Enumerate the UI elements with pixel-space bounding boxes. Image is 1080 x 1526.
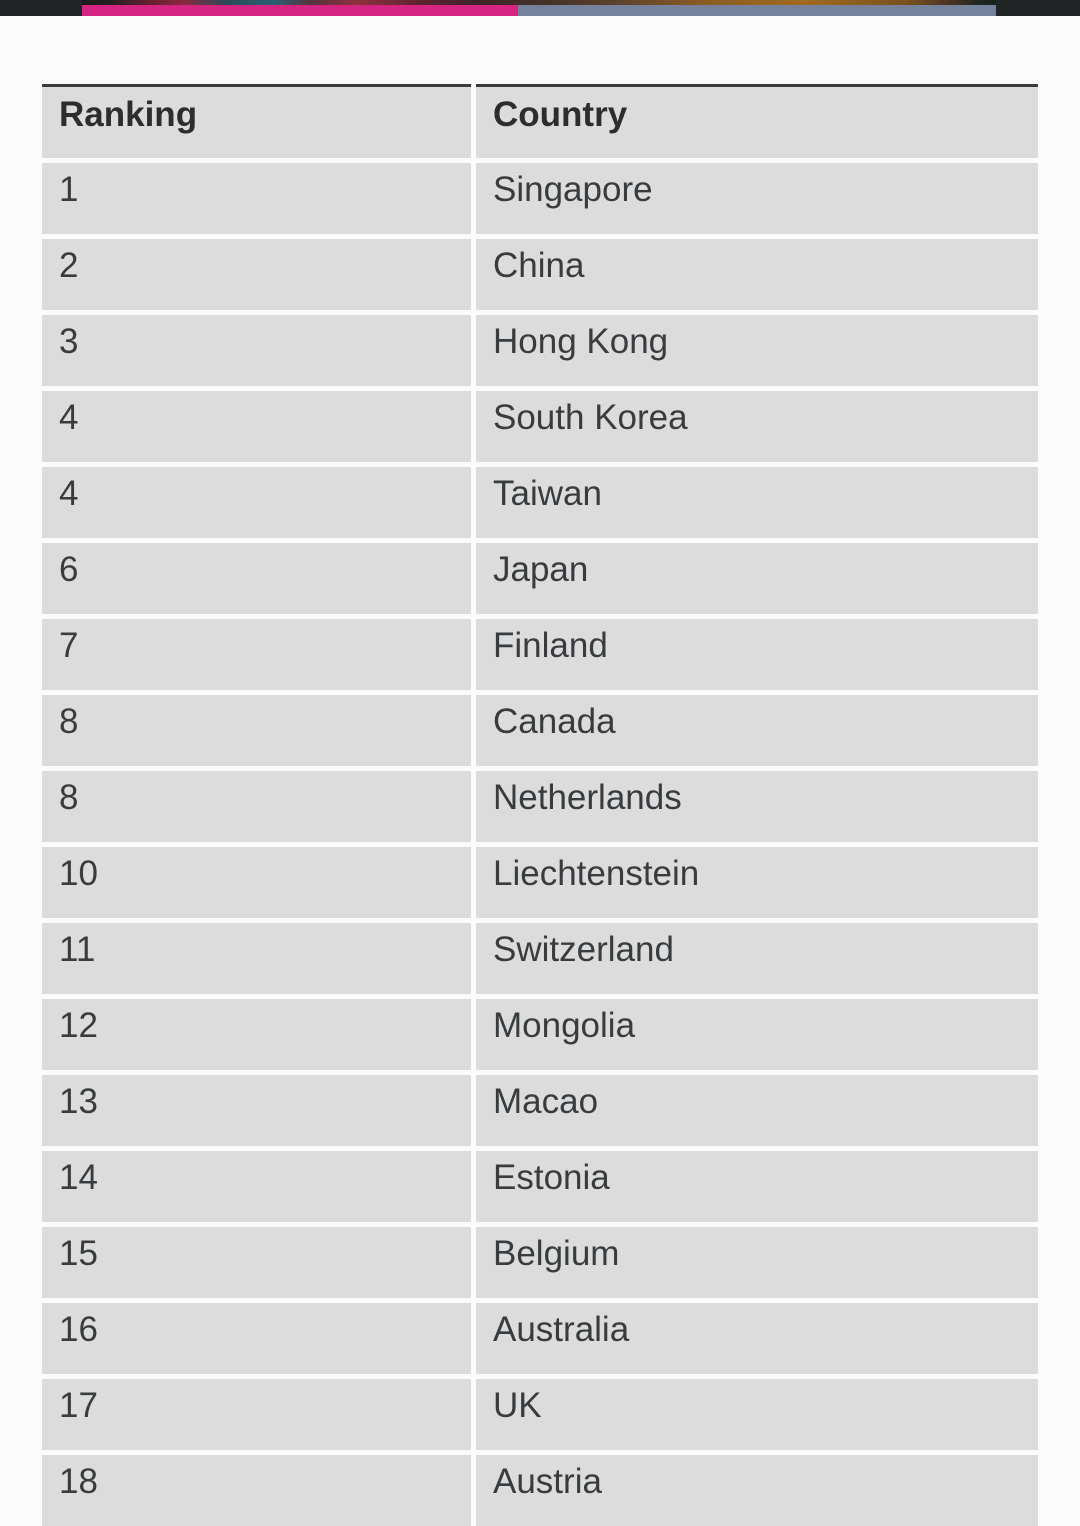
country-cell: Australia — [476, 1303, 1038, 1374]
ranking-table — [42, 84, 1038, 1526]
rank-cell: 17 — [42, 1379, 471, 1450]
country-cell: Singapore — [476, 163, 1038, 234]
country-cell: China — [476, 239, 1038, 310]
progress-remaining — [518, 5, 996, 16]
rank-cell: 8 — [42, 695, 471, 766]
rank-cell: 10 — [42, 847, 471, 918]
country-cell: Mongolia — [476, 999, 1038, 1070]
column-header-ranking: Ranking — [42, 84, 471, 158]
rank-cell: 7 — [42, 619, 471, 690]
rank-cell: 13 — [42, 1075, 471, 1146]
country-cell: Macao — [476, 1075, 1038, 1146]
country-cell: Austria — [476, 1455, 1038, 1526]
rank-cell: 11 — [42, 923, 471, 994]
country-cell: Belgium — [476, 1227, 1038, 1298]
rank-cell: 12 — [42, 999, 471, 1070]
country-cell: Netherlands — [476, 771, 1038, 842]
rank-cell: 3 — [42, 315, 471, 386]
column-header-country: Country — [476, 84, 1038, 158]
top-bar — [0, 0, 1080, 16]
country-cell: Canada — [476, 695, 1038, 766]
rank-cell: 18 — [42, 1455, 471, 1526]
country-cell: Liechtenstein — [476, 847, 1038, 918]
rank-cell: 4 — [42, 467, 471, 538]
progress-track[interactable] — [82, 5, 996, 16]
country-cell: Switzerland — [476, 923, 1038, 994]
rank-cell: 4 — [42, 391, 471, 462]
country-cell: Hong Kong — [476, 315, 1038, 386]
rank-cell: 14 — [42, 1151, 471, 1222]
rank-cell: 1 — [42, 163, 471, 234]
country-cell: Estonia — [476, 1151, 1038, 1222]
progress-fill — [82, 5, 518, 16]
rank-cell: 8 — [42, 771, 471, 842]
rank-cell: 16 — [42, 1303, 471, 1374]
content-area — [42, 84, 1038, 1526]
rank-cell: 2 — [42, 239, 471, 310]
country-cell: Finland — [476, 619, 1038, 690]
media-track — [82, 0, 996, 16]
country-cell: Taiwan — [476, 467, 1038, 538]
country-cell: Japan — [476, 543, 1038, 614]
rank-cell: 15 — [42, 1227, 471, 1298]
country-cell: UK — [476, 1379, 1038, 1450]
rank-cell: 6 — [42, 543, 471, 614]
country-cell: South Korea — [476, 391, 1038, 462]
